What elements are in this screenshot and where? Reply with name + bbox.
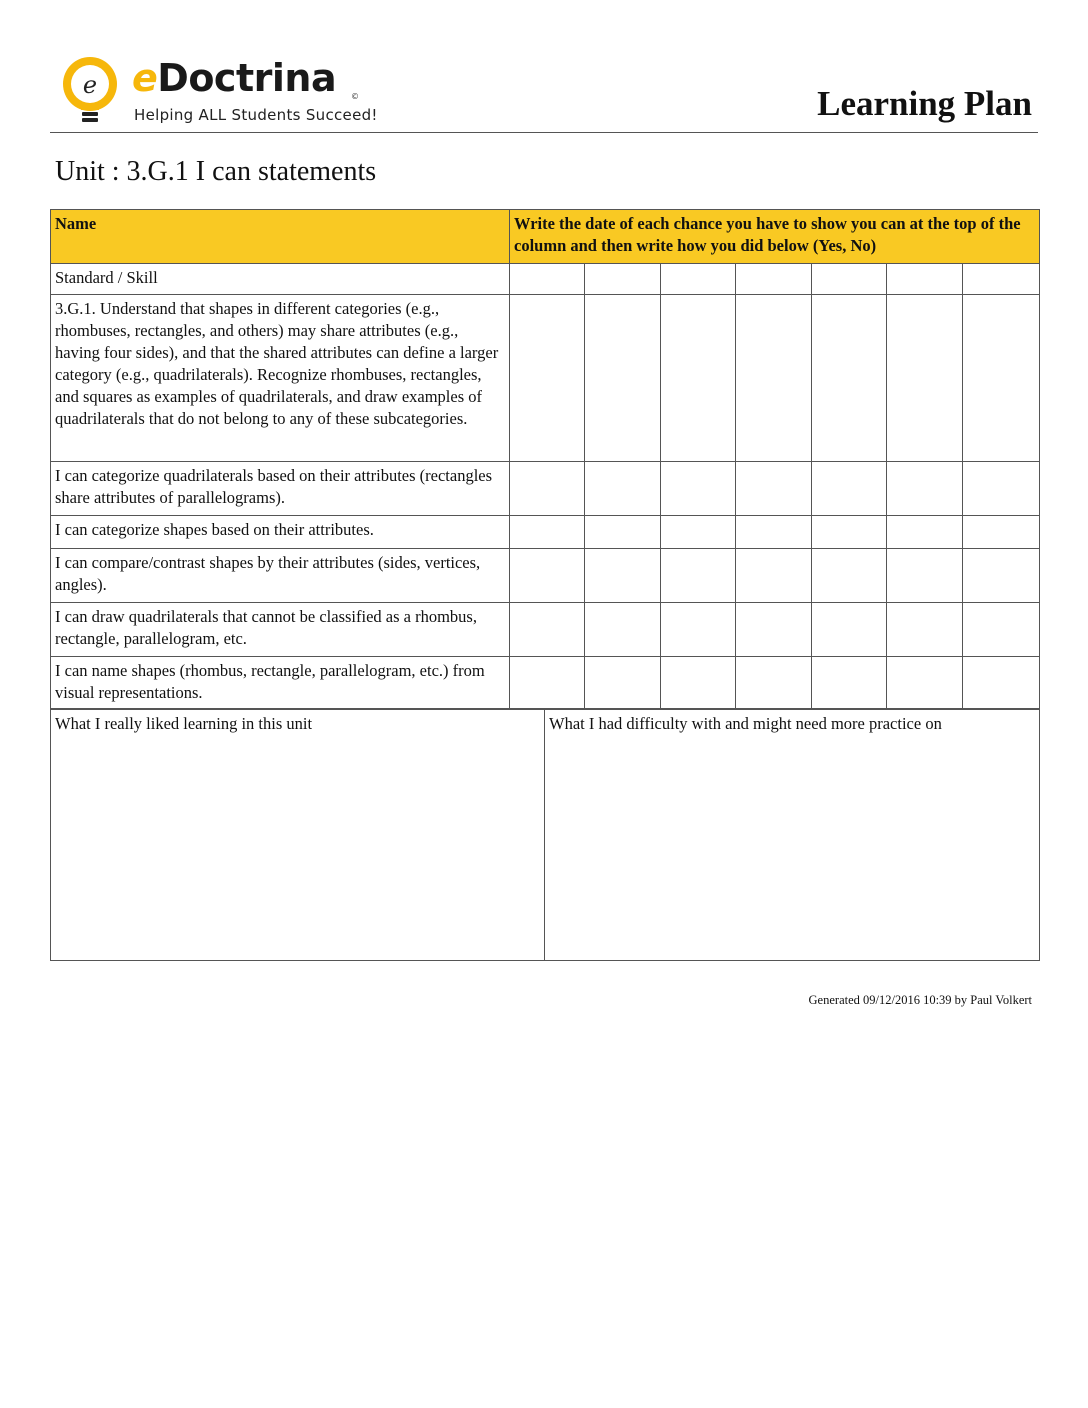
logo-copyright-mark: © <box>351 92 359 101</box>
result-cell[interactable] <box>661 516 736 549</box>
result-cell[interactable] <box>510 549 585 603</box>
result-cell[interactable] <box>585 295 661 462</box>
result-cell[interactable] <box>963 603 1040 657</box>
unit-title: Unit : 3.G.1 I can statements <box>55 156 377 187</box>
skill-text: I can compare/contrast shapes by their attributes (sides, vertices, angles). <box>51 549 510 603</box>
table-row <box>51 549 1040 603</box>
result-cell[interactable] <box>963 657 1040 710</box>
result-cell[interactable] <box>510 462 585 516</box>
result-cell[interactable] <box>736 549 812 603</box>
result-cell[interactable] <box>510 295 585 462</box>
logo-wordmark: eDoctrina <box>132 56 337 100</box>
result-cell[interactable] <box>812 462 887 516</box>
date-cell[interactable] <box>661 264 736 295</box>
result-cell[interactable] <box>963 295 1040 462</box>
result-cell[interactable] <box>963 549 1040 603</box>
result-cell[interactable] <box>963 516 1040 549</box>
result-cell[interactable] <box>887 603 963 657</box>
result-cell[interactable] <box>963 462 1040 516</box>
date-cell[interactable] <box>887 264 963 295</box>
table-row <box>51 295 1040 462</box>
difficulty-label: What I had difficulty with and might need more practice on <box>549 714 942 733</box>
instructions-cell: Write the date of each chance you have to show you can at the top of the column and then write how you did below (Yes, No) <box>510 210 1040 264</box>
result-cell[interactable] <box>510 603 585 657</box>
standard-skill-label: Standard / Skill <box>51 264 510 295</box>
skill-text: 3.G.1. Understand that shapes in different categories (e.g., rhombuses, rectangles, and others) may share attributes (e.g., having four sides), and that the shared attributes can define a larger category (e.g., quadrilaterals). Recognize rhombuses, rectangles, and squares as examples of quadrilaterals, and draw examples of quadrilaterals that do not belong to any of these subcategories. <box>51 295 510 462</box>
result-cell[interactable] <box>661 295 736 462</box>
skill-text: I can draw quadrilaterals that cannot be classified as a rhombus, rectangle, parallelogram, etc. <box>51 603 510 657</box>
result-cell[interactable] <box>812 549 887 603</box>
result-cell[interactable] <box>510 516 585 549</box>
result-cell[interactable] <box>585 462 661 516</box>
liked-learning-box[interactable] <box>51 709 545 961</box>
difficulty-box[interactable] <box>545 709 1040 961</box>
reflection-row <box>51 709 1040 961</box>
result-cell[interactable] <box>736 516 812 549</box>
skill-text: I can name shapes (rhombus, rectangle, parallelogram, etc.) from visual representations. <box>51 657 510 710</box>
result-cell[interactable] <box>887 516 963 549</box>
table-header-row <box>51 210 1040 264</box>
result-cell[interactable] <box>887 657 963 710</box>
lightbulb-icon <box>54 54 126 128</box>
result-cell[interactable] <box>812 603 887 657</box>
liked-learning-label: What I really liked learning in this unit <box>55 714 313 733</box>
result-cell[interactable] <box>585 516 661 549</box>
table-row <box>51 603 1040 657</box>
date-cell[interactable] <box>510 264 585 295</box>
skill-text: I can categorize quadrilaterals based on their attributes (rectangles share attributes of parallelograms). <box>51 462 510 516</box>
result-cell[interactable] <box>812 657 887 710</box>
result-cell[interactable] <box>812 295 887 462</box>
name-field-label[interactable]: Name <box>51 210 510 264</box>
date-cell[interactable] <box>585 264 661 295</box>
result-cell[interactable] <box>585 549 661 603</box>
result-cell[interactable] <box>661 657 736 710</box>
result-cell[interactable] <box>661 462 736 516</box>
result-cell[interactable] <box>887 295 963 462</box>
table-row <box>51 462 1040 516</box>
document-title: Learning Plan <box>817 84 1032 123</box>
logo-tagline: Helping ALL Students Succeed! <box>134 106 378 124</box>
result-cell[interactable] <box>510 657 585 710</box>
result-cell[interactable] <box>887 462 963 516</box>
skill-text: I can categorize shapes based on their attributes. <box>51 516 510 549</box>
generated-footer: Generated 09/12/2016 10:39 by Paul Volkert <box>808 993 1032 1007</box>
edoctrina-logo <box>54 54 378 128</box>
result-cell[interactable] <box>736 657 812 710</box>
result-cell[interactable] <box>887 549 963 603</box>
date-row <box>51 264 1040 295</box>
result-cell[interactable] <box>736 295 812 462</box>
date-cell[interactable] <box>812 264 887 295</box>
date-cell[interactable] <box>736 264 812 295</box>
date-cell[interactable] <box>963 264 1040 295</box>
learning-plan-table <box>50 209 1040 710</box>
result-cell[interactable] <box>736 462 812 516</box>
table-row <box>51 516 1040 549</box>
result-cell[interactable] <box>812 516 887 549</box>
table-row <box>51 657 1040 710</box>
result-cell[interactable] <box>585 657 661 710</box>
reflection-table <box>50 708 1040 961</box>
result-cell[interactable] <box>585 603 661 657</box>
page-header <box>50 52 1038 133</box>
result-cell[interactable] <box>661 603 736 657</box>
result-cell[interactable] <box>736 603 812 657</box>
result-cell[interactable] <box>661 549 736 603</box>
svg-text:e: e <box>82 71 98 99</box>
